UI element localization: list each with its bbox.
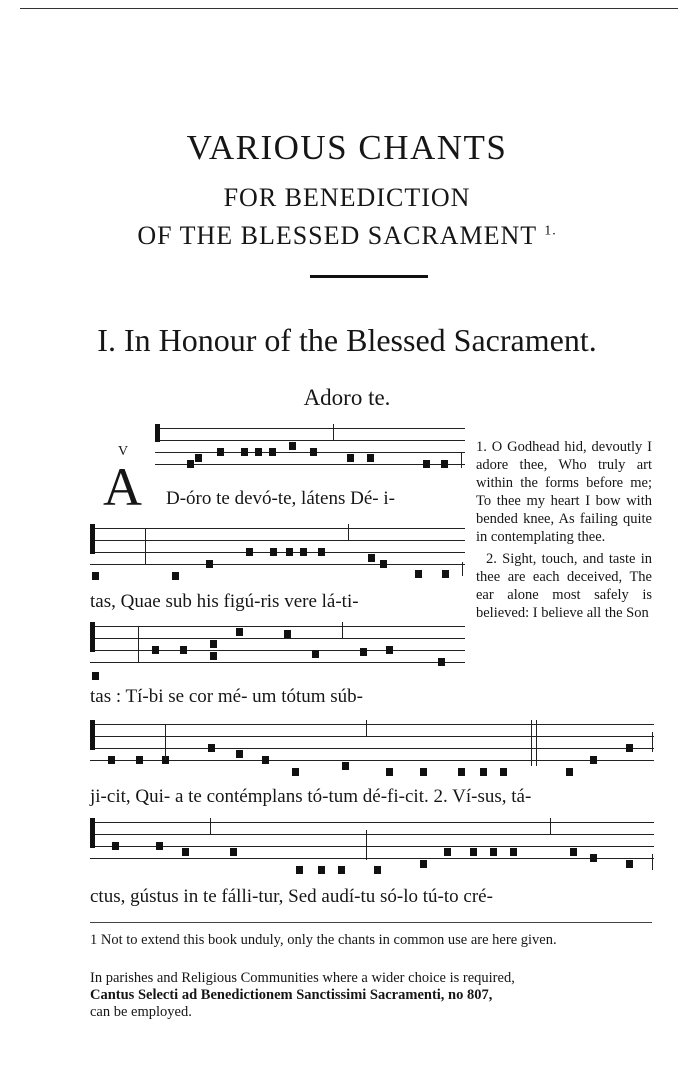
lyric-line-3: tas : Tí-bi se cor mé- um tótum súb- [90,686,363,707]
lyric-line-5: ctus, gústus in te fálli-tur, Sed audí-tu só-lo tú-to cré- [90,886,493,907]
subtitle-text: OF THE BLESSED SACRAMENT [137,221,537,250]
chant-staff-1 [155,424,465,470]
lyric-line-4: ji-cit, Qui- a te contémplans tó-tum dé-fi-cit. 2. Ví-sus, tá- [90,786,532,807]
title-separator-rule [310,275,428,278]
section-heading: I. In Honour of the Blessed Sacrament. [97,322,597,358]
page-subtitle-line-2 [0,221,694,251]
lyric-line-2: tas, Quae sub his figú-ris vere lá-ti- [90,591,359,612]
translation-stanza-1: 1. O Godhead hid, devoutly I adore thee, Who truly art within the forms before me; To thee my heart I bow with bended knee, As failing quite in contemplating thee. [476,439,652,545]
top-border-rule [20,8,678,9]
translation-stanza-2: 2. Sight, touch, and taste in thee are each deceived, The ear alone most safely is believed: I believe all the Son [476,551,652,621]
chant-staff-2 [90,524,465,570]
footnote-2-plain: In parishes and Religious Communities where a wider choice is required, [90,970,515,986]
chant-staff-5 [90,818,654,864]
chant-title: Adoro te. [303,385,391,410]
versicle-mark: V [118,444,129,459]
footnote-marker: 1. [544,223,557,239]
footnote-2-bold: Cantus Selecti ad Benedictionem Sanctissimi Sacramenti, no 807, [90,987,493,1003]
footnote-2-end: can be employed. [90,1004,192,1020]
chant-staff-4 [90,720,654,766]
footnote-1: 1 Not to extend this book unduly, only the chants in common use are here given. [90,932,557,948]
english-translation [476,438,652,622]
page-subtitle-line-1: FOR BENEDICTION [223,183,471,212]
footnote-2 [90,970,654,1021]
chant-staff-3 [90,622,465,668]
lyric-line-1: D-óro te devó-te, látens Dé- i- [166,488,395,509]
footnote-rule [90,922,652,923]
initial-capital: A [103,457,142,517]
page-title: VARIOUS CHANTS [186,128,508,167]
